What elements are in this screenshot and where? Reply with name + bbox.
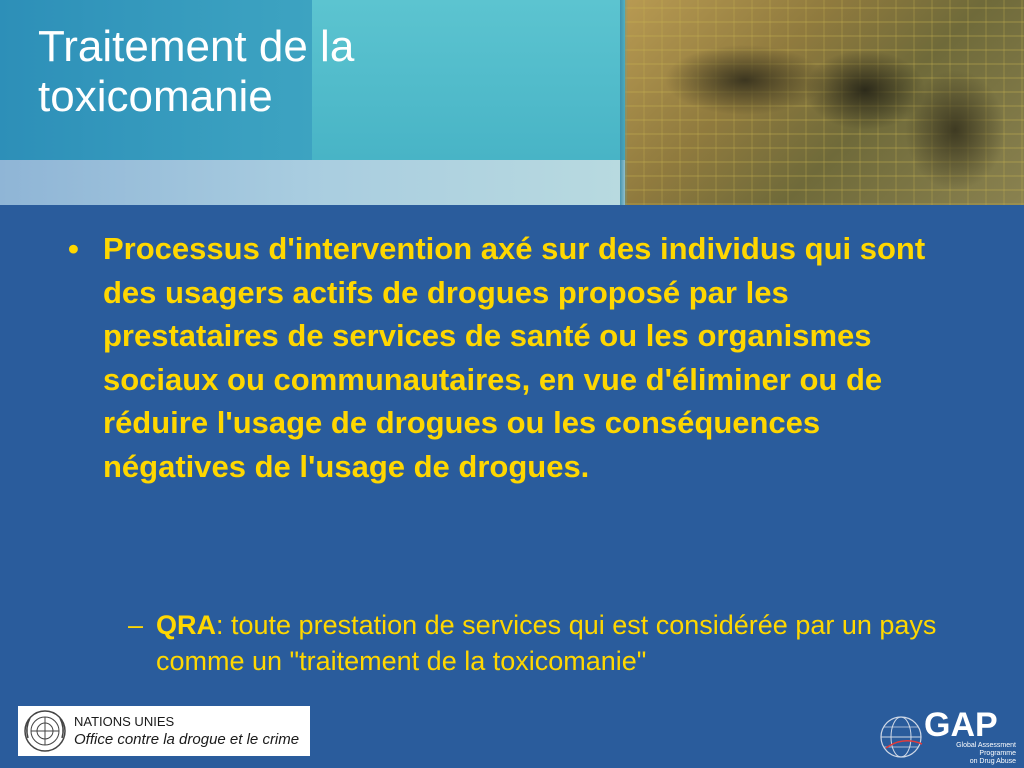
sub-bullet-marker: – <box>128 610 144 640</box>
slide-header <box>0 0 1024 205</box>
slide-content <box>0 205 1024 768</box>
unodc-office-name: Office contre la drogue et le crime <box>74 731 300 748</box>
sub-bullet-term: QRA <box>156 610 216 640</box>
gap-programme-name: Global Assessment Programme on Drug Abuse <box>956 742 1016 765</box>
un-emblem-icon <box>22 708 68 754</box>
sub-bullet <box>128 607 988 679</box>
main-bullet-text: Processus d'intervention axé sur des individus qui sont des usagers actifs de drogues proposé par les prestataires de services de santé ou les organismes sociaux ou communautaires, en vue d'éliminer ou de réduire l'usage de drogues ou les conséquences négatives de l'usage de drogues. <box>103 231 926 484</box>
unodc-logo-block <box>18 706 310 756</box>
slide-title: Traitement de la toxicomanie <box>38 22 355 121</box>
gap-logo-text: GAP <box>924 706 998 744</box>
unodc-text <box>74 713 299 749</box>
sub-bullet-body <box>156 607 986 679</box>
gap-logo-block <box>878 706 1018 764</box>
un-org-name: NATIONS UNIES <box>74 714 175 729</box>
header-band <box>0 160 625 205</box>
main-bullet <box>68 227 968 488</box>
globe-icon <box>878 714 924 760</box>
bullet-marker: • <box>68 231 79 266</box>
sub-bullet-text: : toute prestation de services qui est considérée par un pays comme un "traitement de la toxicomanie" <box>156 610 937 676</box>
header-image-edge <box>620 0 628 205</box>
header-circuit-map-image <box>625 0 1024 205</box>
